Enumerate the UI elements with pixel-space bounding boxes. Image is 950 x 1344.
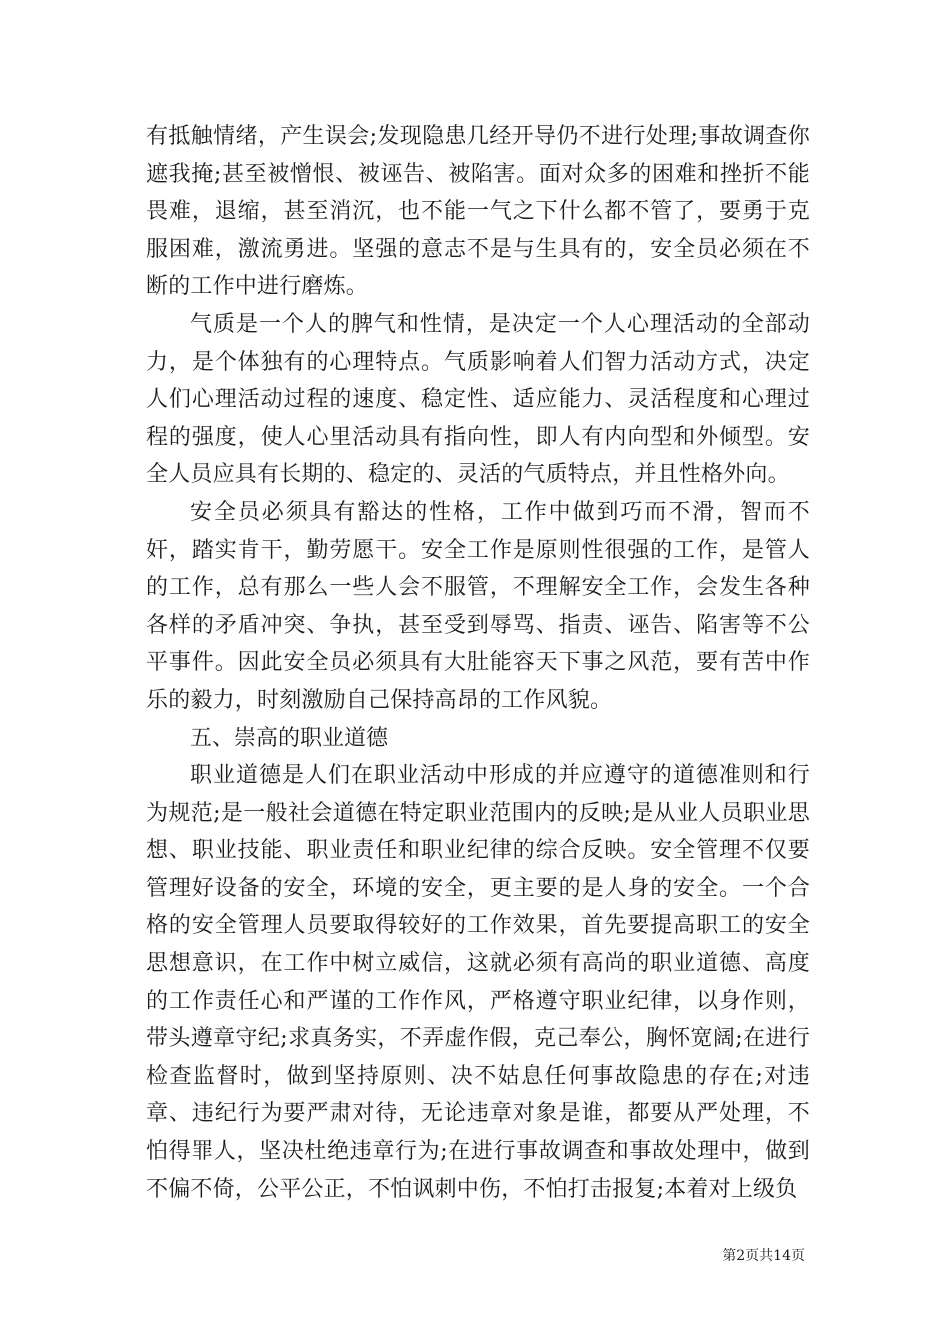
page-number-footer: 第2页共14页	[722, 1248, 805, 1264]
paragraph-personality: 安全员必须具有豁达的性格，工作中做到巧而不滑，智而不奸，踏实肯干，勤劳愿干。安全工作是原则性很强的工作，是管人的工作，总有那么一些人会不服管，不理解安全工作，会发生各种各样的矛盾冲突、争执，甚至受到辱骂、指责、诬告、陷害等不公平事件。因此安全员必须具有大肚能容天下事之风范，要有苦中作乐的毅力，时刻激励自己保持高昂的工作风貌。	[146, 499, 810, 713]
paragraph-professional-ethics: 职业道德是人们在职业活动中形成的并应遵守的道德准则和行为规范;是一般社会道德在特定职业范围内的反映;是从业人员职业思想、职业技能、职业责任和职业纪律的综合反映。安全管理不仅要管理好设备的安全，环境的安全，更主要的是人身的安全。一个合格的安全管理人员要取得较好的工作效果，首先要提高职工的安全思想意识，在工作中树立威信，这就必须有高尚的职业道德、高度的工作责任心和严谨的工作作风，严格遵守职业纪律，以身作则，带头遵章守纪;求真务实，不弄虚作假，克己奉公，胸怀宽阔;在进行检查监督时，做到坚持原则、决不姑息任何事故隐患的存在;对违章、违纪行为要严肃对待，无论违章对象是谁，都要从严处理，不怕得罪人，坚决杜绝违章行为;在进行事故调查和事故处理中，做到不偏不倚，公平公正，不怕讽刺中伤，不怕打击报复;本着对上级负	[146, 763, 810, 1202]
paragraph-temperament: 气质是一个人的脾气和性情，是决定一个人心理活动的全部动力，是个体独有的心理特点。气质影响着人们智力活动方式，决定人们心理活动过程的速度、稳定性、适应能力、灵活程度和心理过程的强度，使人心里活动具有指向性，即人有内向型和外倾型。安全人员应具有长期的、稳定的、灵活的气质特点，并且性格外向。	[146, 311, 810, 488]
document-body	[146, 118, 810, 1208]
paragraph-continuation: 有抵触情绪，产生误会;发现隐患几经开导仍不进行处理;事故调查你遮我掩;甚至被憎恨、被诬告、被陷害。面对众多的困难和挫折不能畏难，退缩，甚至消沉，也不能一气之下什么都不管了，要勇于克服困难，激流勇进。坚强的意志不是与生具有的，安全员必须在不断的工作中进行磨炼。	[146, 124, 810, 300]
section-heading: 五、崇高的职业道德	[190, 725, 389, 751]
